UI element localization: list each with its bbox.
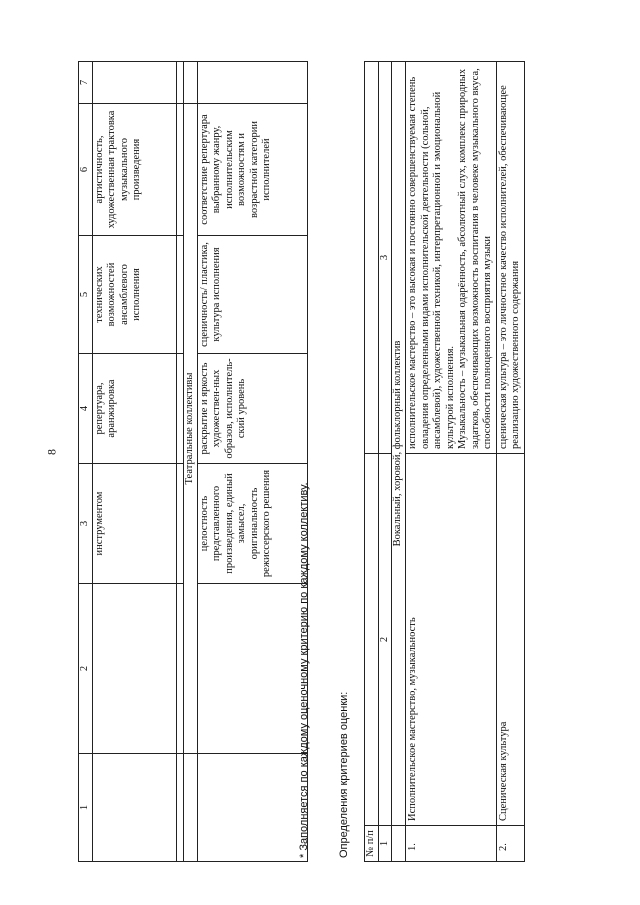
table-row xyxy=(406,62,497,862)
table-cell: соответствие репертуара выбранному жанру, исполнительским возможностям и возрастной категории исполнителей xyxy=(197,104,307,236)
column-number: 7 xyxy=(79,62,93,104)
table-cell xyxy=(197,754,307,862)
section-title: Театральные коллективы xyxy=(183,104,197,754)
table-cell xyxy=(392,826,406,862)
section-row xyxy=(392,62,406,862)
table-cell: артистичность, художественная трактовка музыкального произведения xyxy=(92,104,176,236)
header-number: № п/п xyxy=(365,826,379,862)
column-numbers-row xyxy=(79,62,93,862)
table-cell: технических возможностей ансамблевого исполнения xyxy=(92,236,176,354)
spacer-row xyxy=(176,62,183,862)
column-number: 3 xyxy=(79,464,93,584)
table-cell xyxy=(197,584,307,754)
table-cell: репертуара, аранжировка xyxy=(92,354,176,464)
footnote: * Заполняется по каждому оценочному критерию по каждому коллективу. xyxy=(298,482,310,858)
column-number: 2 xyxy=(378,454,392,826)
table-row xyxy=(92,62,176,862)
header-cell xyxy=(365,62,379,454)
header-row xyxy=(365,62,379,862)
table-cell xyxy=(92,584,176,754)
column-number: 5 xyxy=(79,236,93,354)
table-cell xyxy=(92,754,176,862)
column-number: 6 xyxy=(79,104,93,236)
table-cell xyxy=(197,62,307,104)
column-number: 1 xyxy=(79,754,93,862)
table-cell: сценичность/ пластика, культура исполнения xyxy=(197,236,307,354)
criterion-name: Исполнительское мастерство, музыкальность xyxy=(406,454,497,826)
table-row xyxy=(496,62,524,862)
criteria-definitions-table xyxy=(364,61,525,862)
rotated-page-content xyxy=(78,62,528,862)
column-numbers-row xyxy=(378,62,392,862)
table-cell xyxy=(183,62,197,104)
table-row xyxy=(197,62,307,862)
page-number: 8 xyxy=(44,449,59,455)
criterion-definition xyxy=(406,62,497,454)
table-cell xyxy=(92,62,176,104)
criteria-scores-table xyxy=(78,61,308,862)
table-cell: целостность представленного произведения, единый замысел, оригинальность режиссерского решения xyxy=(197,464,307,584)
table-cell xyxy=(183,754,197,862)
row-number: 2. xyxy=(496,826,524,862)
row-number: 1. xyxy=(406,826,497,862)
column-number: 3 xyxy=(378,62,392,454)
definition-paragraph: исполнительское мастерство – это высокая и постоянно совершенствуемая степень овладения определенными видами исполнительской деятельности (сольной, ансамблевой), художественной техникой, интерпретационной и эмоциональной культурой исполнения. xyxy=(407,76,456,449)
column-number: 2 xyxy=(79,584,93,754)
criterion-name: Сценическая культура xyxy=(496,454,524,826)
column-number: 4 xyxy=(79,354,93,464)
criteria-definitions-title: Определения критериев оценки: xyxy=(338,691,350,858)
column-number: 1 xyxy=(378,826,392,862)
definition-paragraph: Музыкальность – музыкальная одарённость, абсолютный слух, комплекс природных задатков, обеспечивающих возможность воспитания в человеке музыкального вкуса, способности полноценного восприятия музыки xyxy=(457,68,493,449)
table-cell: инструментом xyxy=(92,464,176,584)
table-cell: раскрытие и яркость художествен-ных образов, исполнитель-ский уровень xyxy=(197,354,307,464)
criterion-definition: сценическая культура – это личностное качество исполнителей, обеспечивающее реализацию художественного содержания xyxy=(496,62,524,454)
section-row xyxy=(183,62,197,862)
section-title: Вокальный, хоровой, фольклорный коллектив xyxy=(392,62,406,826)
header-cell xyxy=(365,454,379,826)
